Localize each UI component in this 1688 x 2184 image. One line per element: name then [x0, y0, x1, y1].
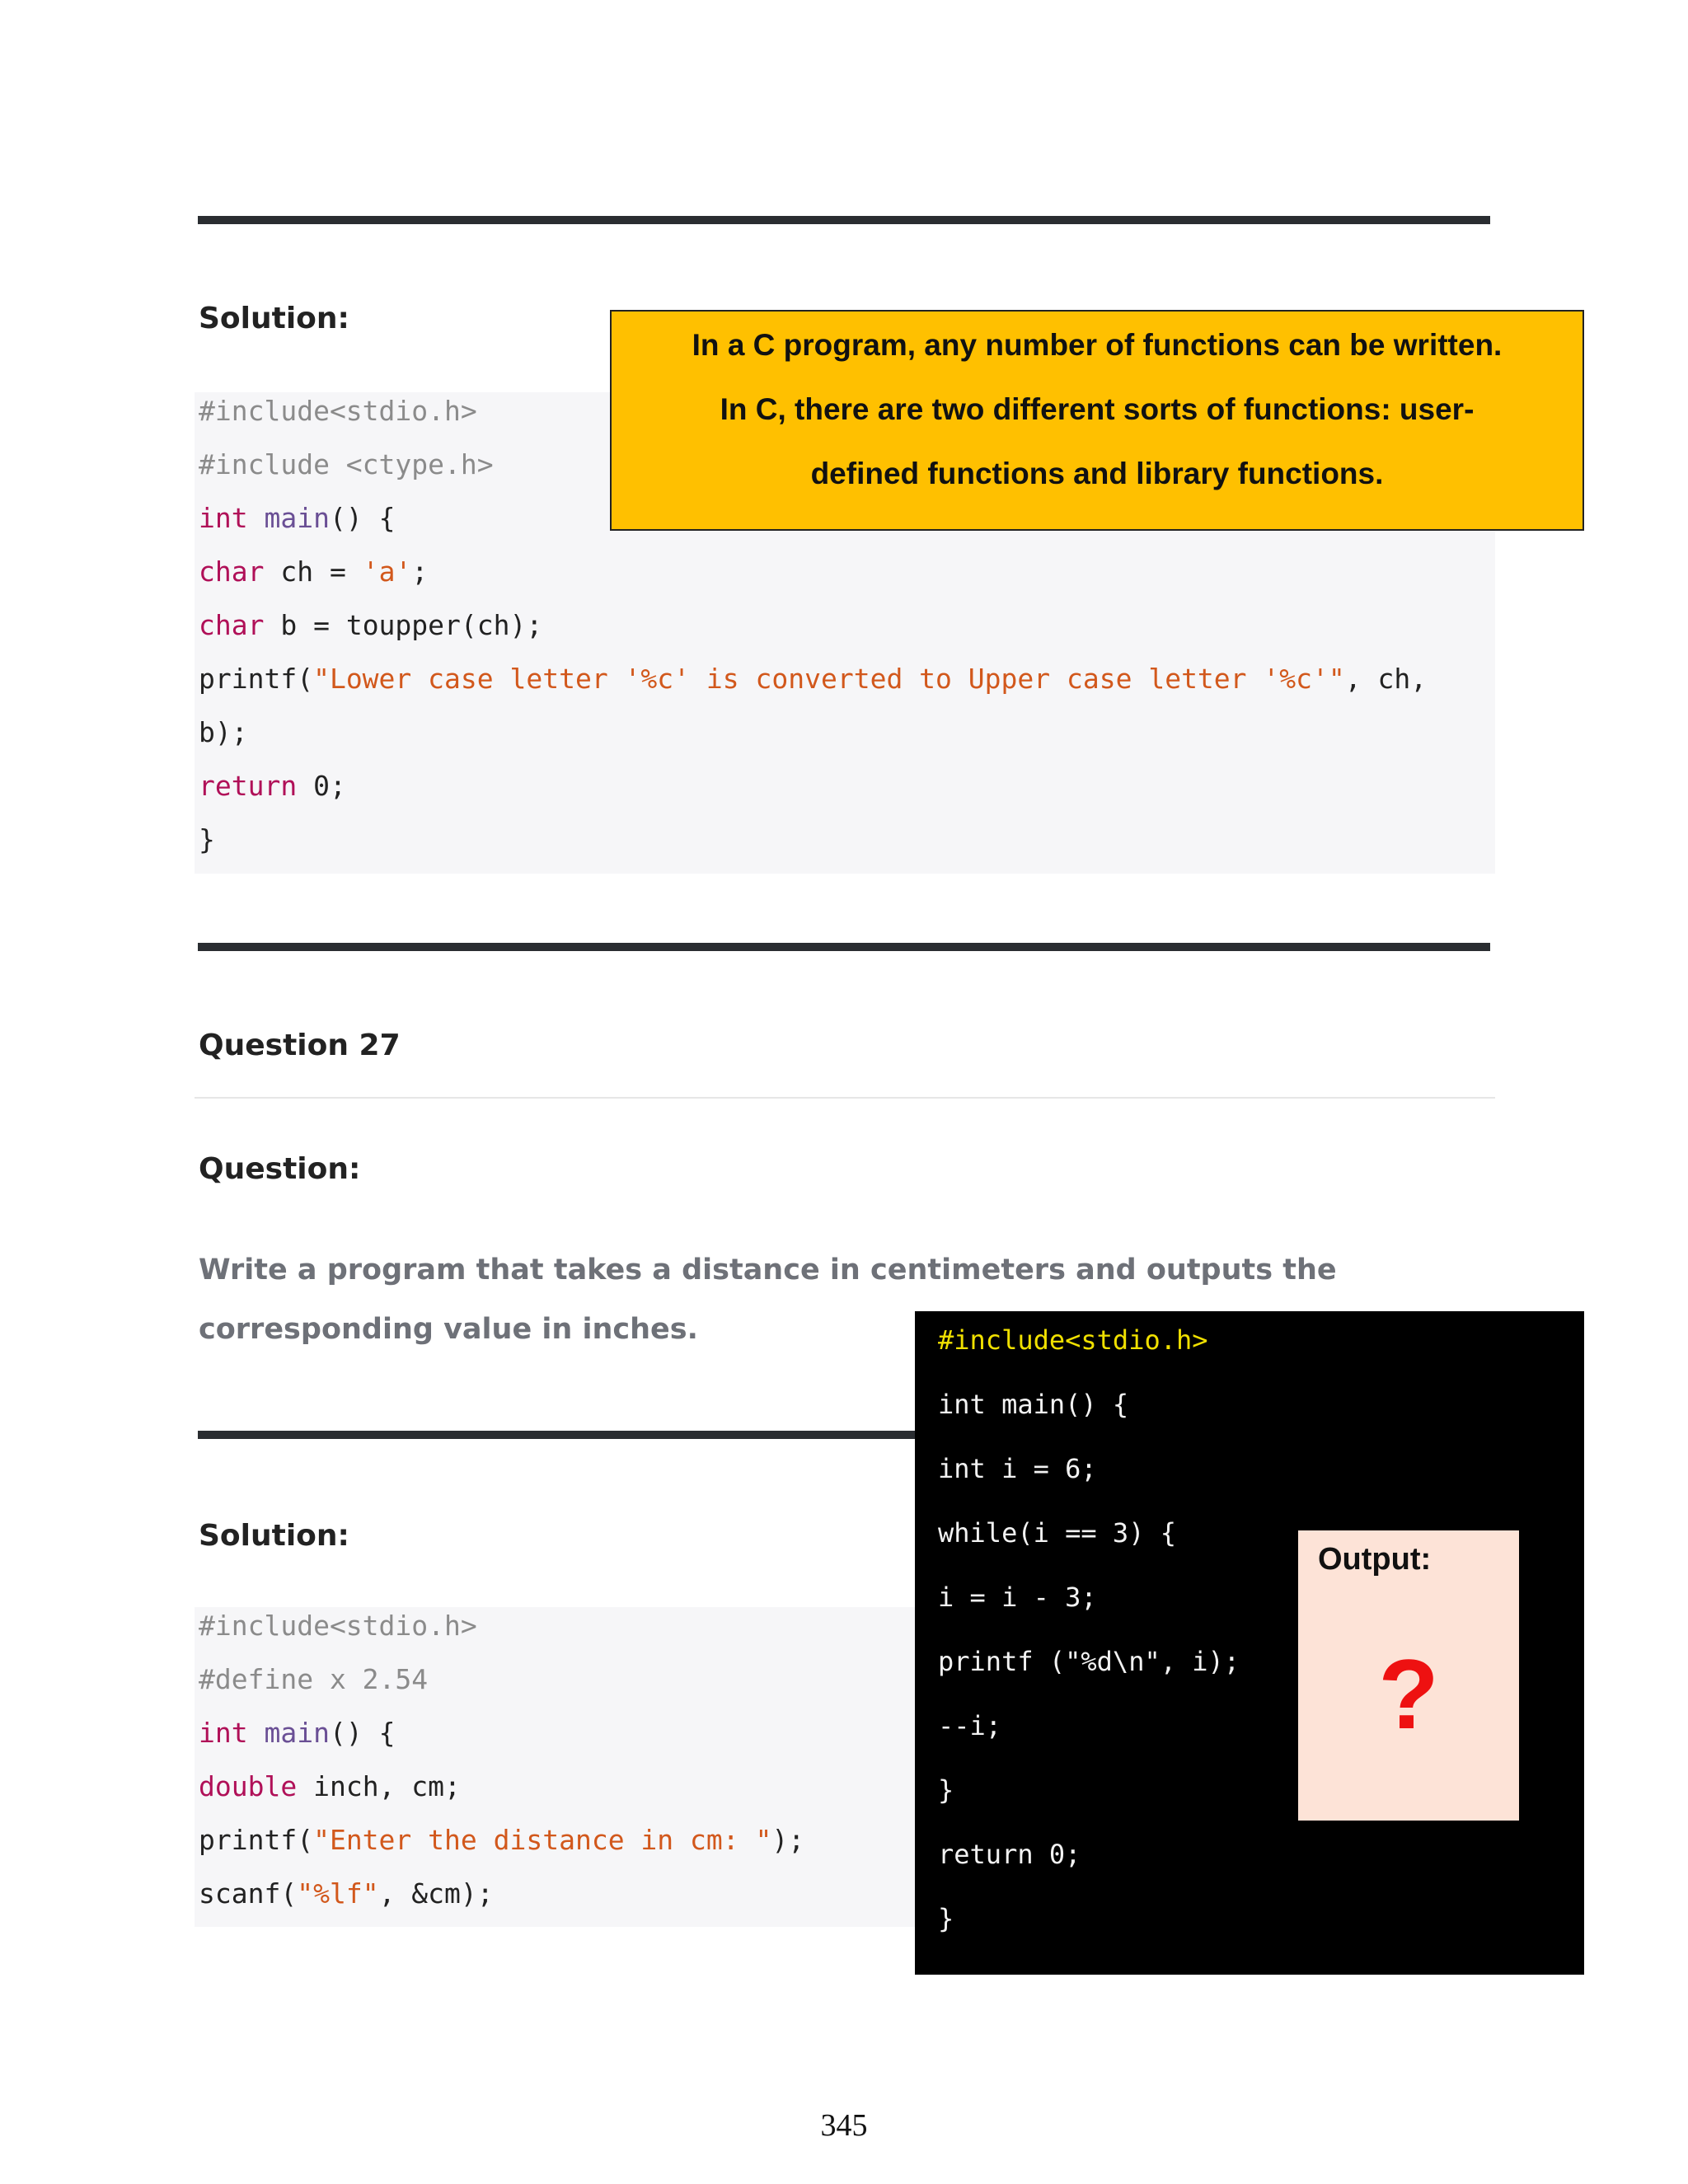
code-token: #include<stdio.h>	[199, 1610, 477, 1642]
quiz-code-line: --i;	[938, 1710, 1002, 1741]
output-box	[1298, 1530, 1519, 1821]
code-token	[248, 502, 265, 534]
code-token: inch, cm;	[297, 1770, 461, 1802]
solution2-line	[199, 1813, 804, 1867]
question-text: Write a program that takes a distance in centimeters and outputs the corresponding value in inches.	[199, 1254, 1337, 1346]
code-token: () {	[329, 502, 396, 534]
solution-heading-2: Solution:	[199, 1519, 349, 1553]
page-number: 345	[820, 2108, 868, 2143]
code-token: , ch,	[1344, 663, 1428, 695]
code-token: b = toupper(ch);	[264, 609, 543, 641]
question-title: Question 27	[199, 1029, 401, 1062]
quiz-code-line: return 0;	[938, 1839, 1081, 1870]
code-token: "Enter the distance in cm: "	[313, 1824, 772, 1856]
code-token: main	[264, 1717, 330, 1749]
code-token: char	[199, 555, 265, 588]
code-listing-2	[199, 1599, 804, 1920]
callout-line-3: defined functions and library functions.	[810, 457, 1384, 490]
top-divider	[198, 216, 1490, 224]
code-token: return	[199, 770, 298, 802]
code-token: 0;	[297, 770, 346, 802]
code-token: printf(	[199, 1824, 314, 1856]
solution1-line	[199, 813, 1427, 866]
code-token: #include<stdio.h>	[199, 395, 477, 427]
solution1-line	[199, 759, 1427, 813]
quiz-code-line: }	[938, 1774, 954, 1806]
solution2-line	[199, 1652, 804, 1706]
code-token: double	[199, 1770, 298, 1802]
question-label: Question:	[199, 1152, 361, 1186]
code-token: printf(	[199, 663, 314, 695]
solution1-line	[199, 705, 1427, 759]
solution1-line	[199, 652, 1427, 705]
code-token: char	[199, 609, 265, 641]
code-token: 'a'	[362, 555, 412, 588]
quiz-code-line: printf ("%d\n", i);	[938, 1646, 1240, 1677]
question-underline	[195, 1097, 1495, 1099]
output-question-mark: ?	[1378, 1639, 1439, 1750]
quiz-code-line: int main() {	[938, 1389, 1129, 1420]
code-token: ;	[411, 555, 429, 588]
quiz-code-line: #include<stdio.h>	[938, 1324, 1208, 1356]
quiz-code-line: }	[938, 1903, 954, 1934]
callout-line-1: In a C program, any number of functions can be written.	[692, 328, 1503, 362]
quiz-code-line: i = i - 3;	[938, 1582, 1097, 1613]
code-token: int	[199, 1717, 248, 1749]
code-token: );	[771, 1824, 805, 1856]
code-token: scanf(	[199, 1877, 298, 1910]
callout-line-2: In C, there are two different sorts of functions: user-	[720, 392, 1475, 426]
code-token: main	[264, 502, 330, 534]
code-token: b);	[199, 716, 248, 748]
solution-heading-1: Solution:	[199, 302, 349, 335]
solution2-line	[199, 1706, 804, 1760]
solution2-line	[199, 1867, 804, 1920]
solution1-line	[199, 598, 1427, 652]
output-label: Output:	[1318, 1542, 1432, 1577]
code-token: int	[199, 502, 248, 534]
section-divider-2	[198, 1431, 923, 1439]
code-token: "Lower case letter '%c' is converted to Upper case letter '%c'"	[313, 663, 1345, 695]
code-token: , &cm);	[378, 1877, 494, 1910]
code-token: ch =	[264, 555, 363, 588]
solution1-line	[199, 545, 1427, 598]
code-token: () {	[329, 1717, 396, 1749]
code-token: #include <ctype.h>	[199, 448, 494, 480]
quiz-code-line: int i = 6;	[938, 1453, 1097, 1484]
code-token	[248, 1717, 265, 1749]
section-divider-1	[198, 943, 1490, 951]
quiz-code-line: while(i == 3) {	[938, 1517, 1176, 1549]
solution2-line	[199, 1760, 804, 1813]
solution2-line	[199, 1599, 804, 1652]
code-token: #define x 2.54	[199, 1663, 429, 1695]
code-token: "%lf"	[297, 1877, 379, 1910]
code-token: }	[199, 823, 215, 855]
info-callout	[610, 310, 1584, 531]
